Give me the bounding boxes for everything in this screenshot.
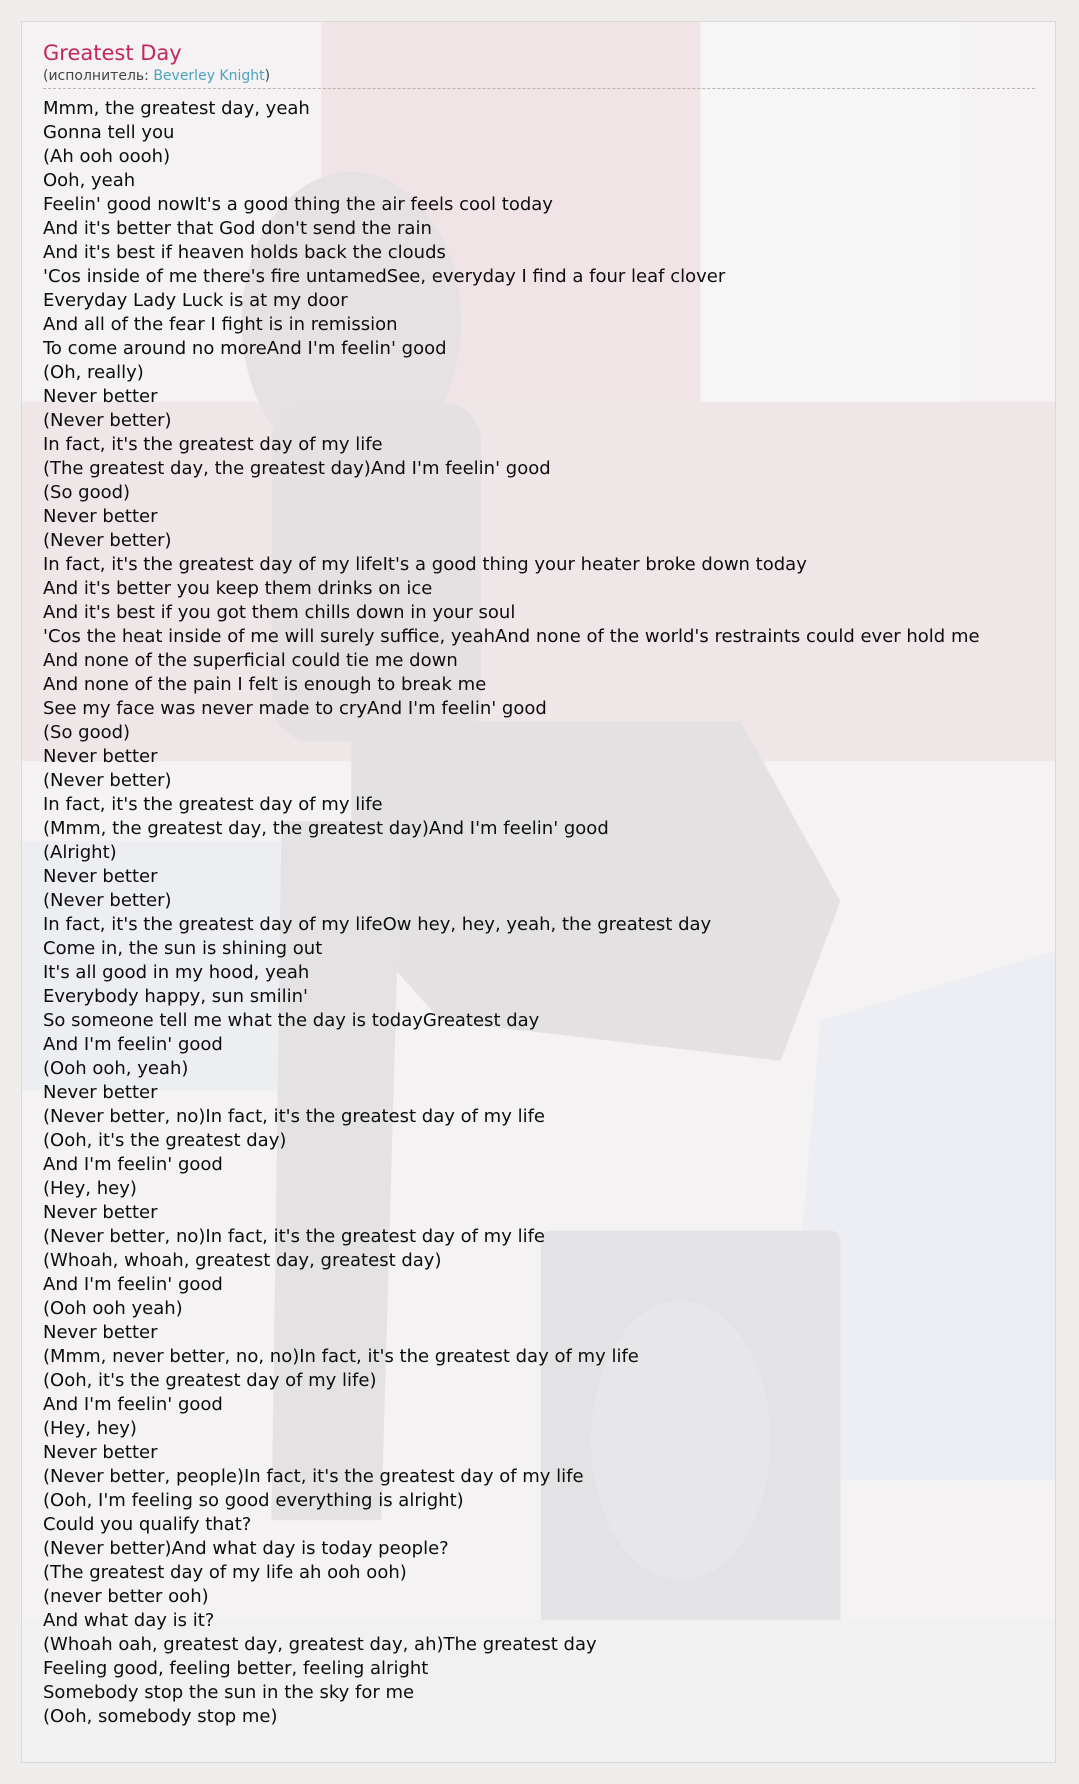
lyric-line: And I'm feelin' good [43, 1034, 223, 1055]
lyrics-content [43, 40, 1056, 1729]
lyric-line: (Whoah oah, greatest day, greatest day, ah)The greatest day [43, 1634, 597, 1655]
lyric-line: In fact, it's the greatest day of my lifeIt's a good thing your heater broke down today [43, 554, 807, 575]
lyric-line: (Ooh ooh, yeah) [43, 1058, 189, 1079]
lyric-line: Could you qualify that? [43, 1514, 252, 1535]
lyric-line: Ooh, yeah [43, 170, 136, 191]
lyric-line: (Ooh, I'm feeling so good everything is alright) [43, 1490, 464, 1511]
artist-link[interactable]: Beverley Knight [153, 68, 265, 84]
lyric-line: Never better [43, 506, 158, 527]
lyric-line: Somebody stop the sun in the sky for me [43, 1682, 415, 1703]
lyric-line: Feelin' good nowIt's a good thing the air feels cool today [43, 194, 553, 215]
lyric-line: (Alright) [43, 842, 117, 863]
lyric-line: (So good) [43, 482, 131, 503]
lyric-line: 'Cos the heat inside of me will surely suffice, yeahAnd none of the world's restraints could ever hold me [43, 626, 980, 647]
lyrics-text [43, 97, 1056, 1729]
lyric-line: Never better [43, 386, 158, 407]
lyric-line: Come in, the sun is shining out [43, 938, 323, 959]
lyric-line: (Ooh, somebody stop me) [43, 1706, 278, 1727]
lyric-line: (Hey, hey) [43, 1178, 137, 1199]
lyric-line: (Ooh, it's the greatest day of my life) [43, 1370, 377, 1391]
lyric-line: Never better [43, 866, 158, 887]
lyric-line: Feeling good, feeling better, feeling alright [43, 1658, 429, 1679]
lyric-line: (Ah ooh oooh) [43, 146, 171, 167]
lyric-line: And none of the superficial could tie me down [43, 650, 458, 671]
lyric-line: And I'm feelin' good [43, 1274, 223, 1295]
lyric-line: In fact, it's the greatest day of my life [43, 434, 383, 455]
artist-line [43, 68, 1056, 85]
lyric-line: (Never better, no)In fact, it's the greatest day of my life [43, 1106, 546, 1127]
artist-prefix: (исполнитель: [43, 68, 154, 84]
lyric-line: To come around no moreAnd I'm feelin' good [43, 338, 447, 359]
lyric-line: Never better [43, 1082, 158, 1103]
lyric-line: So someone tell me what the day is todayGreatest day [43, 1010, 540, 1031]
lyric-line: Mmm, the greatest day, yeah [43, 98, 310, 119]
lyric-line: And all of the fear I fight is in remission [43, 314, 398, 335]
lyric-line: Everyday Lady Luck is at my door [43, 290, 348, 311]
lyric-line: Never better [43, 1322, 158, 1343]
lyric-line: Gonna tell you [43, 122, 175, 143]
lyric-line: And it's best if you got them chills down in your soul [43, 602, 516, 623]
lyric-line: (Ooh, it's the greatest day) [43, 1130, 287, 1151]
lyric-line: (never better ooh) [43, 1586, 209, 1607]
lyrics-card [21, 21, 1056, 1763]
lyric-line: (Oh, really) [43, 362, 144, 383]
lyric-line: And what day is it? [43, 1610, 215, 1631]
lyric-line: (Whoah, whoah, greatest day, greatest day) [43, 1250, 442, 1271]
lyric-line: (Never better) [43, 770, 172, 791]
lyric-line: (Never better) [43, 410, 172, 431]
lyric-line: Never better [43, 746, 158, 767]
lyric-line: (The greatest day, the greatest day)And I'm feelin' good [43, 458, 551, 479]
lyric-line: Never better [43, 1442, 158, 1463]
lyric-line: (Mmm, never better, no, no)In fact, it's the greatest day of my life [43, 1346, 639, 1367]
lyric-line: (Ooh ooh yeah) [43, 1298, 183, 1319]
lyric-line: And it's better that God don't send the rain [43, 218, 432, 239]
lyric-line: And I'm feelin' good [43, 1394, 223, 1415]
lyric-line: It's all good in my hood, yeah [43, 962, 310, 983]
title-divider [43, 88, 1035, 89]
artist-suffix: ) [264, 68, 271, 84]
lyric-line: Everybody happy, sun smilin' [43, 986, 308, 1007]
lyric-line: (Never better, people)In fact, it's the greatest day of my life [43, 1466, 584, 1487]
lyric-line: (Never better) [43, 530, 172, 551]
lyric-line: And I'm feelin' good [43, 1154, 223, 1175]
lyric-line: See my face was never made to cryAnd I'm feelin' good [43, 698, 547, 719]
lyric-line: (Mmm, the greatest day, the greatest day)And I'm feelin' good [43, 818, 609, 839]
lyric-line: (Never better, no)In fact, it's the greatest day of my life [43, 1226, 546, 1247]
lyric-line: (Hey, hey) [43, 1418, 137, 1439]
lyric-line: (The greatest day of my life ah ooh ooh) [43, 1562, 407, 1583]
lyric-line: (Never better) [43, 890, 172, 911]
lyric-line: And it's best if heaven holds back the clouds [43, 242, 446, 263]
lyric-line: And it's better you keep them drinks on ice [43, 578, 433, 599]
lyric-line: (So good) [43, 722, 131, 743]
lyric-line: Never better [43, 1202, 158, 1223]
song-title: Greatest Day [43, 41, 182, 65]
lyric-line: In fact, it's the greatest day of my lifeOw hey, hey, yeah, the greatest day [43, 914, 712, 935]
lyric-line: (Never better)And what day is today people? [43, 1538, 449, 1559]
lyric-line: In fact, it's the greatest day of my life [43, 794, 383, 815]
lyric-line: 'Cos inside of me there's fire untamedSee, everyday I find a four leaf clover [43, 266, 726, 287]
lyric-line: And none of the pain I felt is enough to break me [43, 674, 487, 695]
